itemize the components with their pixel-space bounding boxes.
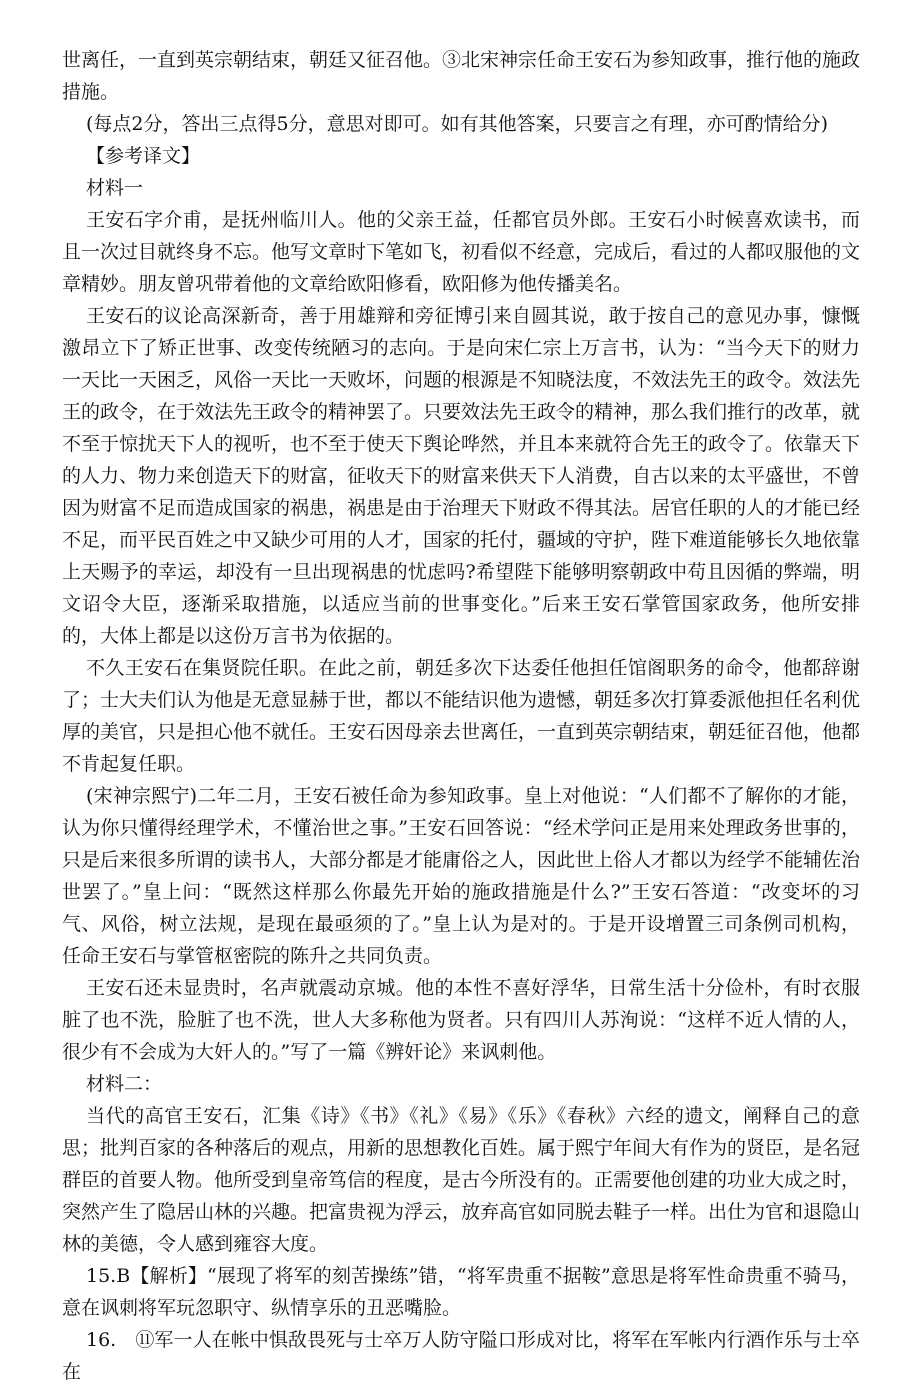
material-1-paragraph: 王安石的议论高深新奇，善于用雄辩和旁征博引来自圆其说，敢于按自己的意见办事，慷慨激昂立下了矫正世事、改变传统陋习的志向。于是向宋仁宗上万言书，认为：“当今天下的财力一天比一天困乏，风俗一天比一天败坏，问题的根源是不知晓法度，不效法先王的政令。效法先王的政令，在于效法先王政令的精神罢了。只要效法先王政令的精神，那么我们推行的改革，就不至于惊扰天下人的视听，也不至于使天下舆论哗然，并且本来就符合先王的政令了。依靠天下的人力、物力来创造天下的财富，征收天下的财富来供天下人消费，自古以来的太平盛世，不曾因为财富不足而造成国家的祸患，祸患是由于治理天下财政不得其法。居官任职的人的才能已经不足，而平民百姓之中又缺少可用的人才，国家的托付，疆域的守护，陛下难道能够长久地依靠上天赐予的幸运，却没有一旦出现祸患的忧虑吗?希望陛下能够明察朝政中苟且因循的弊端，明文诏令大臣，逐渐采取措施，以适应当前的世事变化。”后来王安石掌管国家政务，他所安排的，大体上都是以这份万言书为依据的。: [62, 305, 861, 647]
material-1-paragraph: 王安石字介甫，是抚州临川人。他的父亲王益，任都官员外郎。王安石小时候喜欢读书，而且一次过目就终身不忘。他写文章时下笔如飞，初看似不经意，完成后，看过的人都叹服他的文章精妙。朋友曾巩带着他的文章给欧阳修看，欧阳修为他传播美名。: [62, 209, 861, 295]
material-1-paragraph: 不久王安石在集贤院任职。在此之前，朝廷多次下达委任他担任馆阁职务的命令，他都辞谢了；士大夫们认为他是无意显赫于世，都以不能结识他为遗憾，朝廷多次打算委派他担任名利优厚的美官，只是担心他不就任。王安石因母亲去世离任，一直到英宗朝结束，朝廷征召他，他都不肯起复任职。: [62, 657, 861, 775]
material-2-label: 材料二：: [86, 1073, 163, 1095]
answer-14-continuation: 世离任，一直到英宗朝结束，朝廷又征召他。③北宋神宗任命王安石为参知政事，推行他的施政措施。: [62, 49, 861, 103]
material-1-paragraph: 王安石还未显贵时，名声就震动京城。他的本性不喜好浮华，日常生活十分俭朴，有时衣服脏了也不洗，脸脏了也不洗，世人大多称他为贤者。只有四川人苏洵说：“这样不近人情的人，很少有不会成为大奸人的。”写了一篇《辨奸论》来讽刺他。: [62, 977, 860, 1063]
material-1-paragraph: (宋神宗熙宁)二年二月，王安石被任命为参知政事。皇上对他说：“人们都不了解你的才能，认为你只懂得经理学术，不懂治世之事。”王安石回答说：“经术学问正是用来处理政务世事的，只是后来很多所谓的读书人，大部分都是才能庸俗之人，因此世上俗人才都以为经学不能辅佐治世罢了。”皇上问：“既然这样那么你最先开始的施政措施是什么?”王安石答道：“改变坏的习气、风俗，树立法规，是现在最亟须的了。”皇上认为是对的。于是开设增置三司条例司机构，任命王安石与掌管枢密院的陈升之共同负责。: [62, 785, 861, 967]
translation-heading: 【参考译文】: [86, 145, 201, 167]
material-1-label: 材料一: [86, 177, 144, 199]
question-15-answer: 15.B【解析】“展现了将军的刻苦操练”错，“将军贵重不据鞍”意思是将军性命贵重不骑马，意在讽刺将军玩忽职守、纵情享乐的丑恶嘴脸。: [62, 1265, 860, 1319]
material-2-paragraph: 当代的高官王安石，汇集《诗》《书》《礼》《易》《乐》《春秋》六经的遗文，阐释自己的意思；批判百家的各种落后的观点，用新的思想教化百姓。属于熙宁年间大有作为的贤臣，是名冠群臣的首要人物。他所受到皇帝笃信的程度，是古今所没有的。正需要他创建的功业大成之时，突然产生了隐居山林的兴趣。把富贵视为浮云，放弃高官如同脱去鞋子一样。出仕为官和退隐山林的美德，令人感到雍容大度。: [62, 1105, 861, 1255]
question-16-answer: 16. ⑪军一人在帐中惧敌畏死与士卒万人防守隘口形成对比，将军在军帐内行酒作乐与士卒在: [62, 1329, 860, 1383]
scoring-note: (每点2分，答出三点得5分，意思对即可。如有其他答案，只要言之有理，亦可酌情给分): [86, 113, 829, 135]
